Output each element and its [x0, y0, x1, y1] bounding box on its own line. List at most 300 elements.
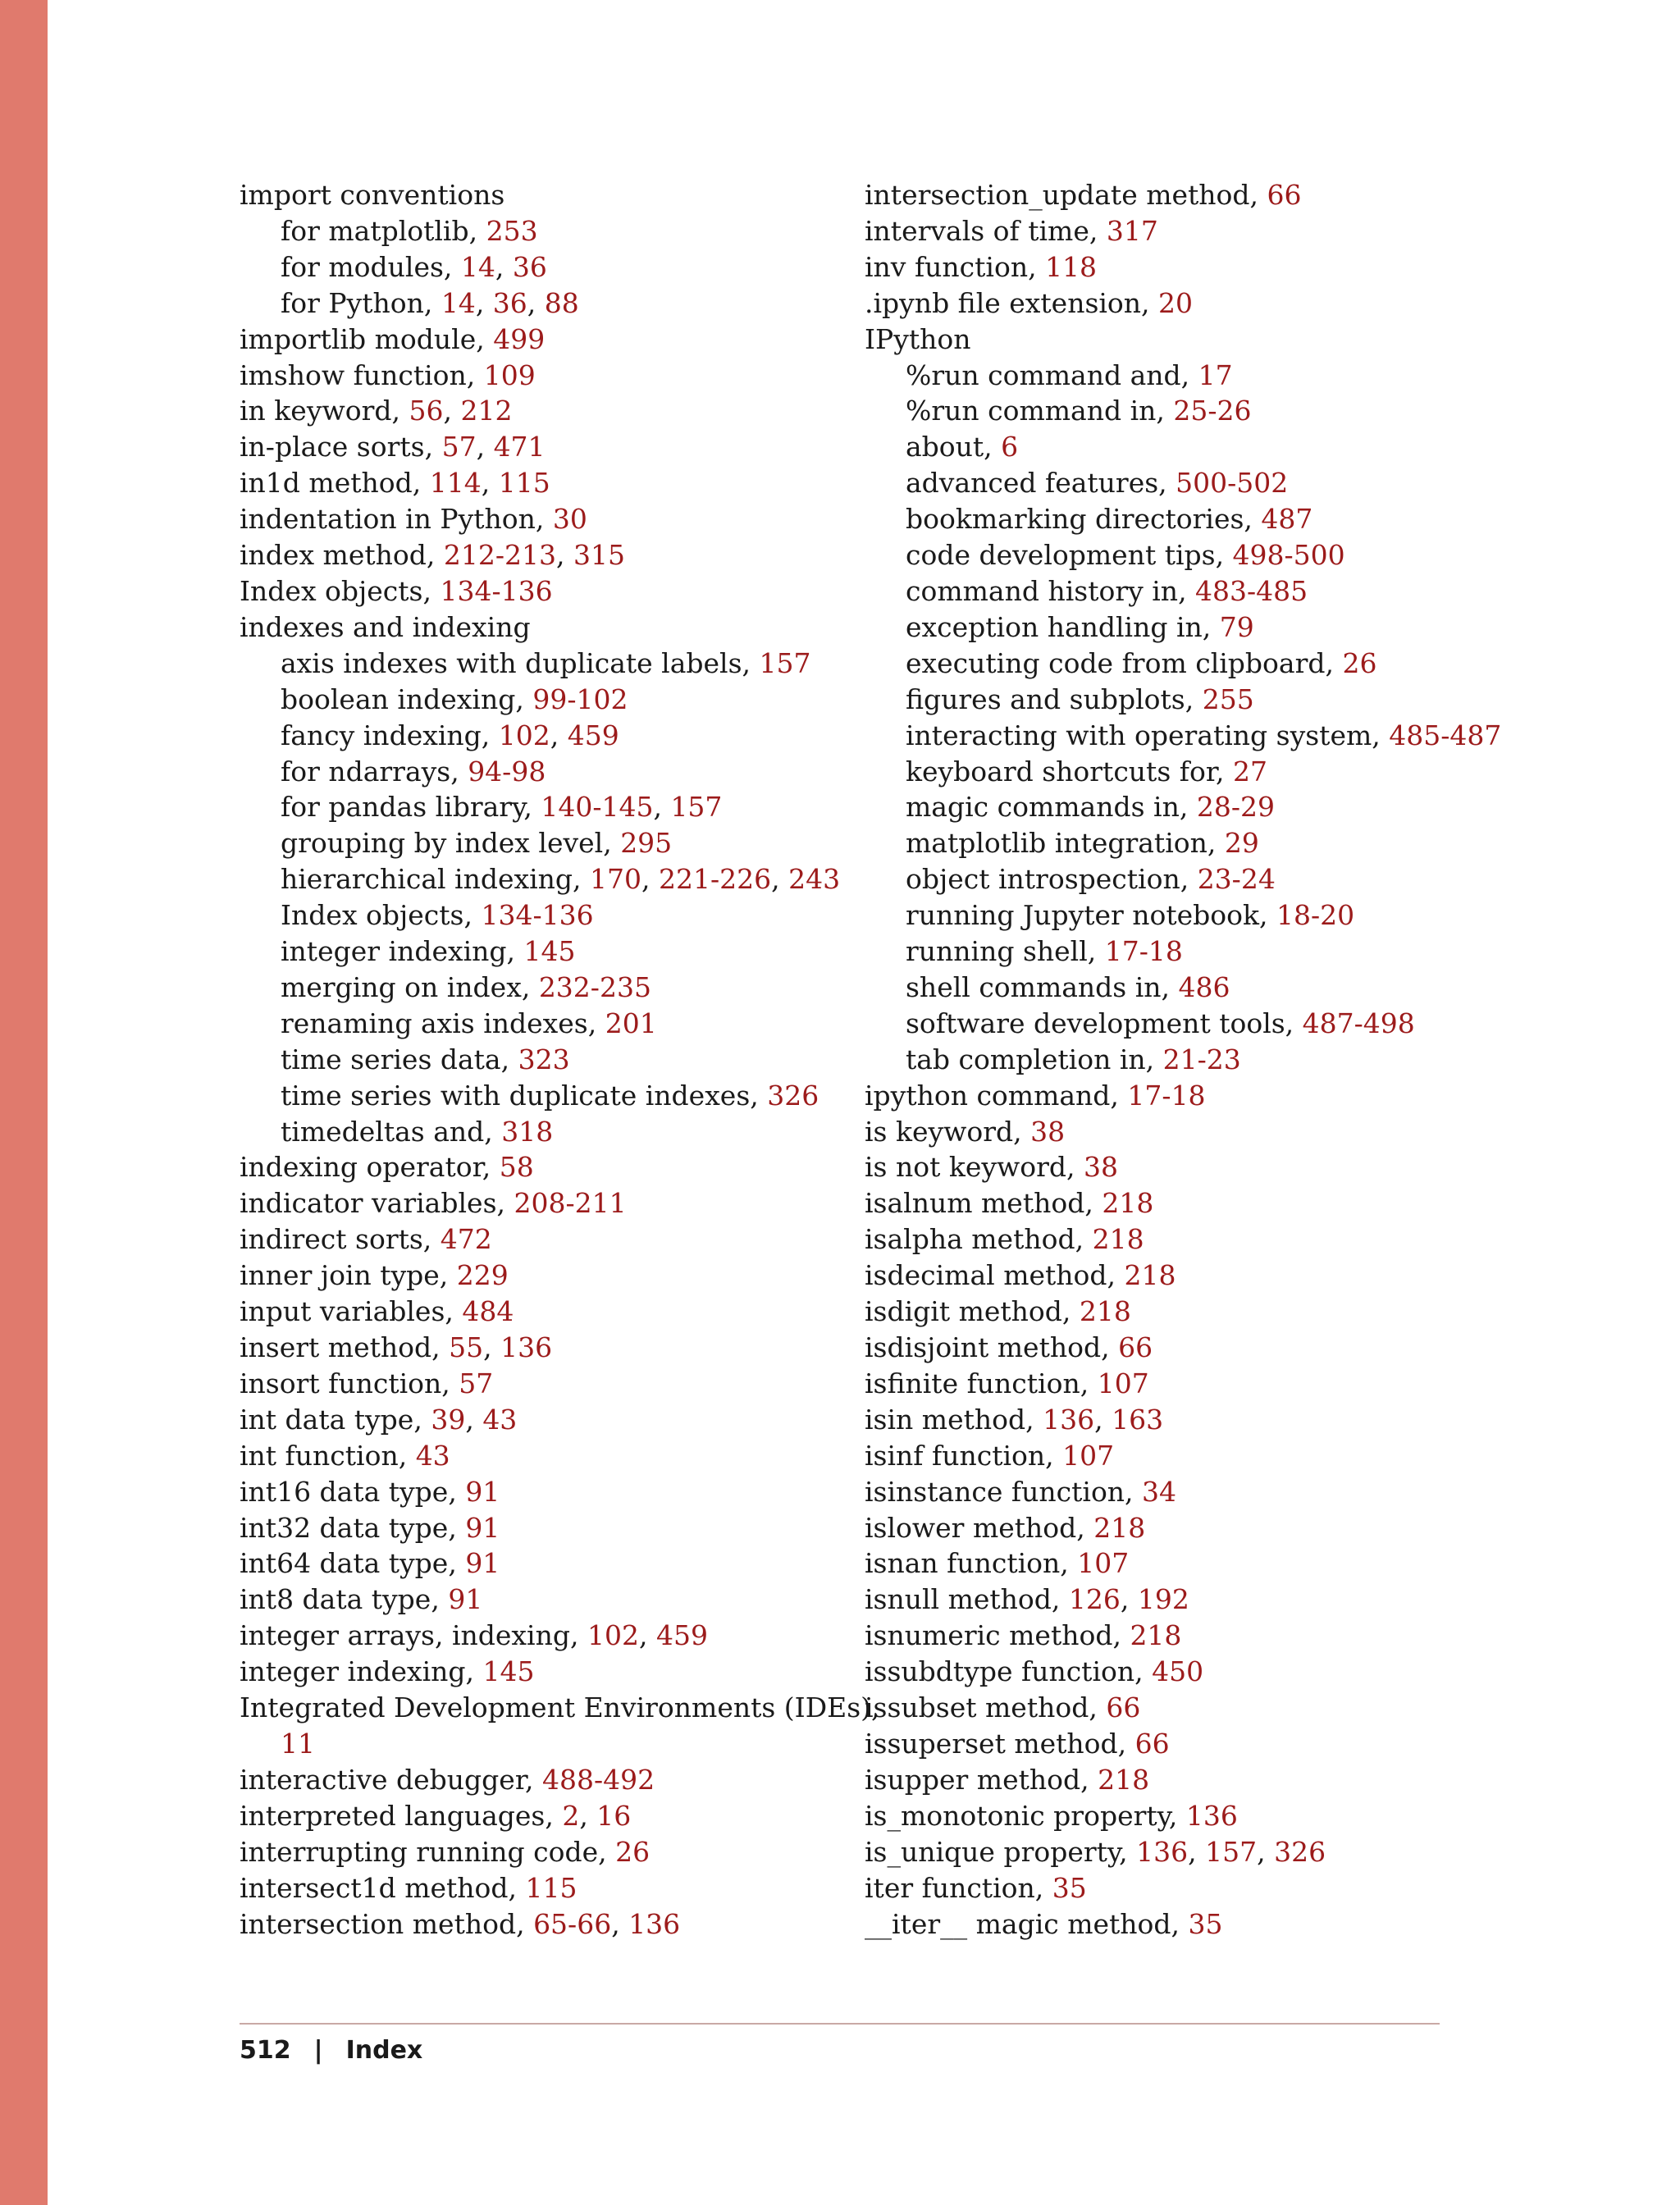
ref-separator: , [579, 1799, 597, 1832]
page-reference-link[interactable]: 218 [1079, 1295, 1131, 1328]
ref-separator: , [641, 863, 660, 896]
entry-term: issubset method, [865, 1691, 1107, 1724]
entry-term: ipython command, [865, 1079, 1128, 1112]
entry-term: index method, [240, 539, 444, 572]
index-subentry [865, 1006, 1455, 1042]
page-reference-link[interactable]: 208-211 [514, 1187, 627, 1220]
page-reference-link[interactable]: 58 [499, 1151, 534, 1184]
page-reference-link[interactable]: 218 [1102, 1187, 1154, 1220]
page-reference-link[interactable]: 11 [281, 1727, 315, 1760]
page-reference-link[interactable]: 43 [482, 1403, 518, 1436]
ref-separator: , [550, 719, 568, 751]
entry-term: boolean indexing, [281, 682, 533, 715]
ref-separator: , [1094, 1403, 1112, 1436]
index-entry [865, 1582, 1455, 1618]
entry-term: intersect1d method, [240, 1871, 526, 1904]
page-reference-link[interactable]: 157 [759, 646, 811, 679]
index-subentry [865, 789, 1455, 825]
index-entry [240, 1870, 830, 1906]
index-subentry [240, 897, 830, 934]
index-entry [240, 1618, 830, 1654]
page-reference-link[interactable]: 36 [512, 250, 547, 283]
index-entry [240, 1221, 830, 1258]
index-entry [865, 1870, 1455, 1906]
entry-term: interrupting running code, [240, 1835, 616, 1868]
page-reference-link[interactable]: 91 [448, 1583, 483, 1616]
index-subentry [865, 358, 1455, 394]
page-reference-link[interactable]: 326 [767, 1079, 819, 1112]
entry-term: int32 data type, [240, 1511, 466, 1544]
index-subentry [240, 970, 830, 1006]
index-entry [240, 1185, 830, 1221]
page-reference-link[interactable]: 99-102 [532, 682, 628, 715]
entry-term: int64 data type, [240, 1547, 466, 1580]
page-reference-link[interactable]: 28-29 [1196, 791, 1275, 824]
entry-term: inv function, [865, 250, 1046, 283]
index-subentry [865, 1042, 1455, 1078]
index-entry [865, 1906, 1455, 1942]
page-reference-link[interactable]: 65-66 [533, 1907, 612, 1940]
page-reference-link[interactable]: 66 [1267, 179, 1302, 211]
entry-term: IPython [865, 322, 971, 355]
entry-term: isnull method, [865, 1583, 1069, 1616]
entry-term: code development tips, [906, 539, 1233, 572]
entry-term: command history in, [906, 574, 1196, 607]
index-subentry [240, 718, 830, 754]
index-entry [240, 1798, 830, 1834]
entry-term: Index objects, [281, 899, 482, 932]
index-entry [865, 1078, 1455, 1114]
entry-term: interactive debugger, [240, 1763, 542, 1796]
page-reference-link[interactable]: 136 [1043, 1403, 1095, 1436]
index-subentry [240, 934, 830, 970]
index-entry [240, 322, 830, 358]
entry-term: issubdtype function, [865, 1655, 1153, 1688]
index-entry [240, 1474, 830, 1510]
page-reference-link[interactable]: 232-235 [538, 970, 651, 1003]
entry-term: .ipynb file extension, [865, 286, 1159, 319]
page-reference-link[interactable]: 25-26 [1173, 395, 1252, 427]
page-reference-link[interactable]: 317 [1106, 214, 1158, 247]
index-entry [865, 1618, 1455, 1654]
page-reference-link[interactable]: 91 [465, 1547, 500, 1580]
index-subentry [240, 646, 830, 682]
index-entry [240, 1906, 830, 1942]
ref-separator: , [475, 286, 493, 319]
index-entry [240, 1545, 830, 1582]
index-entry [240, 1402, 830, 1438]
entry-term: running shell, [906, 935, 1105, 968]
entry-term: for pandas library, [281, 791, 541, 824]
index-subentry [240, 789, 830, 825]
entry-term: object introspection, [906, 863, 1198, 896]
index-entry [865, 1185, 1455, 1221]
page-reference-link[interactable]: 136 [1185, 1799, 1238, 1832]
entry-term: is keyword, [865, 1115, 1031, 1148]
index-entry [240, 1834, 830, 1870]
entry-term: iter function, [865, 1871, 1052, 1904]
page-reference-link[interactable]: 126 [1068, 1583, 1121, 1616]
page-reference-link[interactable]: 14 [441, 286, 476, 319]
entry-term: %run command in, [906, 395, 1174, 427]
index-subentry [865, 465, 1455, 501]
entry-term: isinf function, [865, 1439, 1063, 1472]
page-reference-link[interactable]: 218 [1093, 1511, 1146, 1544]
index-entry [240, 465, 830, 501]
entry-term: isnan function, [865, 1547, 1078, 1580]
page-reference-link[interactable]: 38 [1084, 1151, 1119, 1184]
index-entry [865, 1294, 1455, 1330]
entry-term: is_unique property, [865, 1835, 1137, 1868]
index-entry [240, 1330, 830, 1366]
entry-term: Index objects, [240, 574, 441, 607]
index-entry [240, 1762, 830, 1798]
index-subentry [240, 213, 830, 249]
page-reference-link[interactable]: 192 [1137, 1583, 1189, 1616]
index-entry [865, 1221, 1455, 1258]
entry-term: islower method, [865, 1511, 1094, 1544]
index-subentry [865, 537, 1455, 573]
page-reference-link[interactable]: 43 [415, 1439, 450, 1472]
entry-term: renaming axis indexes, [281, 1007, 605, 1039]
page-reference-link[interactable]: 221-226 [659, 863, 772, 896]
page-reference-link[interactable]: 472 [440, 1223, 492, 1256]
page-reference-link[interactable]: 243 [788, 863, 841, 896]
page-reference-link[interactable]: 107 [1062, 1439, 1115, 1472]
page-reference-link[interactable]: 17-18 [1127, 1079, 1206, 1112]
page-reference-link[interactable]: 499 [493, 322, 546, 355]
entry-term: indexes and indexing [240, 610, 531, 643]
index-entry [240, 1690, 880, 1726]
page-reference-link[interactable]: 163 [1112, 1403, 1164, 1436]
page-reference-link[interactable]: 26 [1342, 646, 1377, 679]
page-reference-link[interactable]: 229 [456, 1259, 509, 1292]
page-reference-link[interactable]: 140-145 [541, 791, 654, 824]
page-reference-link[interactable]: 115 [498, 467, 550, 500]
page-reference-link[interactable]: 487 [1261, 503, 1313, 536]
page-reference-link[interactable]: 118 [1045, 250, 1098, 283]
page-reference-link[interactable]: 6 [1001, 431, 1019, 463]
index-entry [865, 1690, 1455, 1726]
page-reference-link[interactable]: 26 [615, 1835, 651, 1868]
entry-term: integer arrays, indexing, [240, 1619, 587, 1652]
index-entry [865, 1726, 1455, 1762]
entry-term: interpreted languages, [240, 1799, 563, 1832]
entry-term: input variables, [240, 1295, 463, 1328]
index-entry [865, 1438, 1455, 1474]
entry-term: intersection method, [240, 1907, 534, 1940]
entry-term: keyboard shortcuts for, [906, 755, 1233, 788]
page-reference-link[interactable]: 157 [1205, 1835, 1258, 1868]
page-reference-link[interactable]: 35 [1188, 1907, 1223, 1940]
ref-separator: , [1257, 1835, 1275, 1868]
page-reference-link[interactable]: 107 [1077, 1547, 1130, 1580]
page-reference-link[interactable]: 109 [483, 358, 536, 391]
index-entry [865, 1798, 1455, 1834]
ref-separator: , [483, 1331, 501, 1363]
index-subentry [240, 754, 830, 790]
page-reference-link[interactable]: 66 [1118, 1331, 1153, 1363]
entry-term: integer indexing, [281, 935, 524, 968]
page-reference-link[interactable]: 218 [1098, 1763, 1150, 1796]
index-entry [865, 213, 1455, 249]
entry-term: matplotlib integration, [906, 827, 1225, 860]
entry-term: importlib module, [240, 322, 494, 355]
entry-term: %run command and, [906, 358, 1198, 391]
page-reference-link[interactable]: 255 [1202, 682, 1254, 715]
entry-term: for modules, [281, 250, 461, 283]
page-reference-link[interactable]: 498-500 [1232, 539, 1345, 572]
page-reference-link[interactable]: 253 [486, 214, 538, 247]
page-reference-link[interactable]: 318 [501, 1115, 554, 1148]
ref-separator: , [653, 791, 671, 824]
entry-term: timedeltas and, [281, 1115, 502, 1148]
page-reference-link[interactable]: 14 [460, 250, 495, 283]
entry-term: indirect sorts, [240, 1223, 441, 1256]
entry-term: exception handling in, [906, 610, 1220, 643]
page-reference-link[interactable]: 36 [492, 286, 527, 319]
entry-term: imshow function, [240, 358, 484, 391]
page-reference-link[interactable]: 88 [544, 286, 579, 319]
page-reference-link[interactable]: 38 [1030, 1115, 1066, 1148]
entry-term: insert method, [240, 1331, 450, 1363]
entry-term: __iter__ magic method, [865, 1907, 1189, 1940]
index-subentry [240, 285, 830, 322]
page-reference-link[interactable]: 2 [562, 1799, 580, 1832]
page-reference-link[interactable]: 17-18 [1104, 935, 1183, 968]
page-reference-link[interactable]: 29 [1224, 827, 1259, 860]
side-color-bar [0, 0, 48, 2205]
page-reference-link[interactable]: 212 [460, 395, 513, 427]
index-subentry [240, 861, 841, 897]
index-entry [240, 1149, 830, 1185]
page-reference-link[interactable]: 91 [465, 1475, 500, 1508]
entry-term: inner join type, [240, 1259, 457, 1292]
entry-term: tab completion in, [906, 1043, 1163, 1075]
page-reference-link[interactable]: 16 [596, 1799, 632, 1832]
entry-term: indentation in Python, [240, 503, 553, 536]
index-column-left [240, 177, 880, 1942]
entry-term: shell commands in, [906, 970, 1179, 1003]
entry-term: axis indexes with duplicate labels, [281, 646, 760, 679]
entry-term: Integrated Development Environments (IDEs), [240, 1691, 880, 1724]
entry-term: software development tools, [906, 1007, 1303, 1039]
index-subentry [240, 1078, 830, 1114]
page-reference-link[interactable]: 484 [462, 1295, 514, 1328]
page-reference-link[interactable]: 450 [1152, 1655, 1204, 1688]
index-entry [240, 1294, 830, 1330]
entry-term: isdecimal method, [865, 1259, 1125, 1292]
page-reference-link[interactable]: 471 [493, 431, 546, 463]
index-entry [240, 177, 830, 213]
entry-term: fancy indexing, [281, 719, 499, 751]
index-subentry [865, 825, 1455, 861]
entry-term: isnumeric method, [865, 1619, 1130, 1652]
entry-term: isalnum method, [865, 1187, 1102, 1220]
page-reference-link[interactable]: 323 [518, 1043, 570, 1075]
page-reference-link[interactable]: 134-136 [440, 574, 553, 607]
page-reference-link[interactable]: 459 [567, 719, 619, 751]
footer-rule [240, 2023, 1440, 2025]
index-entry [240, 1510, 830, 1546]
index-entry [240, 537, 830, 573]
page-reference-link[interactable]: 218 [1092, 1223, 1144, 1256]
page-reference-link[interactable]: 66 [1134, 1727, 1170, 1760]
page-reference-link[interactable]: 136 [500, 1331, 553, 1363]
index-entry [865, 285, 1455, 322]
page-reference-link[interactable]: 102 [587, 1619, 639, 1652]
entry-term: indicator variables, [240, 1187, 514, 1220]
index-entry [865, 322, 1455, 358]
index-entry-continuation [240, 1726, 830, 1762]
page-reference-link[interactable]: 55 [449, 1331, 484, 1363]
index-entry [240, 573, 830, 609]
page-reference-link[interactable]: 30 [552, 503, 587, 536]
ref-separator: , [527, 286, 545, 319]
page-reference-link[interactable]: 23-24 [1197, 863, 1276, 896]
entry-term: executing code from clipboard, [906, 646, 1343, 679]
index-column-right [865, 177, 1502, 1942]
index-subentry [865, 934, 1455, 970]
ref-separator: , [465, 1403, 483, 1436]
index-entry [240, 609, 830, 646]
page-reference-link[interactable]: 218 [1124, 1259, 1176, 1292]
page-reference-link[interactable]: 295 [620, 827, 673, 860]
ref-separator: , [611, 1907, 629, 1940]
page-reference-link[interactable]: 486 [1178, 970, 1230, 1003]
entry-term: in1d method, [240, 467, 430, 500]
index-entry [865, 1510, 1455, 1546]
page-reference-link[interactable]: 94-98 [468, 755, 546, 788]
page-reference-link[interactable]: 34 [1142, 1475, 1177, 1508]
page-reference-link[interactable]: 170 [590, 863, 642, 896]
entry-term: int8 data type, [240, 1583, 449, 1616]
entry-term: for ndarrays, [281, 755, 468, 788]
index-entry [865, 1474, 1455, 1510]
page-reference-link[interactable]: 91 [465, 1511, 500, 1544]
index-subentry [865, 718, 1502, 754]
page-reference-link[interactable]: 20 [1158, 286, 1194, 319]
page-reference-link[interactable]: 115 [525, 1871, 578, 1904]
page-reference-link[interactable]: 18-20 [1276, 899, 1355, 932]
page-reference-link[interactable]: 212-213 [443, 539, 556, 572]
page-reference-link[interactable]: 56 [409, 395, 444, 427]
index-entry [240, 358, 830, 394]
page-reference-link[interactable]: 114 [429, 467, 482, 500]
index-entry [240, 1258, 830, 1294]
index-entry [865, 177, 1455, 213]
entry-term: int function, [240, 1439, 416, 1472]
entry-term: int16 data type, [240, 1475, 466, 1508]
entry-term: isdigit method, [865, 1295, 1080, 1328]
entry-term: isinstance function, [865, 1475, 1143, 1508]
index-subentry [240, 1006, 830, 1042]
index-subentry [240, 1114, 830, 1150]
entry-term: intersection_update method, [865, 179, 1267, 211]
page-reference-link[interactable]: 488-492 [541, 1763, 655, 1796]
entry-term: in keyword, [240, 395, 409, 427]
page-reference-link[interactable]: 326 [1274, 1835, 1326, 1868]
index-entry [865, 1545, 1455, 1582]
page-reference-link[interactable]: 57 [441, 431, 477, 463]
ref-separator: , [443, 395, 461, 427]
page-reference-link[interactable]: 315 [573, 539, 625, 572]
entry-term: indexing operator, [240, 1151, 500, 1184]
ref-separator: , [481, 467, 499, 500]
entry-term: isalpha method, [865, 1223, 1093, 1256]
entry-term: time series data, [281, 1043, 518, 1075]
page-reference-link[interactable]: 459 [655, 1619, 708, 1652]
page-reference-link[interactable]: 27 [1232, 755, 1267, 788]
ref-separator: , [556, 539, 573, 572]
page-reference-link[interactable]: 136 [1136, 1835, 1189, 1868]
entry-term: issuperset method, [865, 1727, 1135, 1760]
page-reference-link[interactable]: 136 [628, 1907, 681, 1940]
index-subentry [865, 609, 1455, 646]
entry-term: time series with duplicate indexes, [281, 1079, 768, 1112]
index-subentry [865, 393, 1455, 429]
page-reference-link[interactable]: 145 [523, 935, 576, 968]
page-reference-link[interactable]: 102 [498, 719, 550, 751]
entry-term: isdisjoint method, [865, 1331, 1119, 1363]
index-subentry [865, 897, 1455, 934]
page-reference-link[interactable]: 107 [1097, 1367, 1149, 1399]
page-reference-link[interactable]: 500-502 [1176, 467, 1289, 500]
index-entry [240, 1654, 830, 1690]
page-reference-link[interactable]: 487-498 [1302, 1007, 1415, 1039]
index-subentry [240, 825, 830, 861]
index-subentry [865, 861, 1455, 897]
section-name: Index [345, 2036, 423, 2065]
page-footer [240, 2036, 422, 2065]
entry-term: figures and subplots, [906, 682, 1203, 715]
page-reference-link[interactable]: 483-485 [1195, 574, 1308, 607]
page-reference-link[interactable]: 145 [482, 1655, 535, 1688]
entry-term: bookmarking directories, [906, 503, 1262, 536]
index-entry [865, 1762, 1455, 1798]
entry-term: about, [906, 431, 1002, 463]
index-entry [240, 1366, 830, 1402]
page-reference-link[interactable]: 485-487 [1389, 719, 1502, 751]
footer-separator: | [313, 2036, 323, 2065]
page-reference-link[interactable]: 39 [431, 1403, 466, 1436]
entry-term: isfinite function, [865, 1367, 1098, 1399]
page-reference-link[interactable]: 57 [459, 1367, 494, 1399]
index-entry [865, 1834, 1455, 1870]
page-reference-link[interactable]: 21-23 [1162, 1043, 1241, 1075]
page-reference-link[interactable]: 35 [1052, 1871, 1087, 1904]
index-subentry [865, 573, 1455, 609]
page-reference-link[interactable]: 201 [605, 1007, 657, 1039]
entry-term: advanced features, [906, 467, 1176, 500]
page-reference-link[interactable]: 79 [1219, 610, 1254, 643]
entry-term: is_monotonic property, [865, 1799, 1186, 1832]
index-subentry [865, 754, 1455, 790]
index-subentry [865, 682, 1455, 718]
entry-term: hierarchical indexing, [281, 863, 591, 896]
index-entry [865, 1114, 1455, 1150]
page-reference-link[interactable]: 157 [670, 791, 723, 824]
ref-separator: , [638, 1619, 656, 1652]
page-reference-link[interactable]: 66 [1106, 1691, 1141, 1724]
entry-term: grouping by index level, [281, 827, 621, 860]
page-reference-link[interactable]: 17 [1198, 358, 1233, 391]
entry-term: in-place sorts, [240, 431, 442, 463]
index-subentry [240, 682, 830, 718]
page-reference-link[interactable]: 134-136 [481, 899, 594, 932]
entry-term: running Jupyter notebook, [906, 899, 1277, 932]
page-reference-link[interactable]: 218 [1130, 1619, 1182, 1652]
